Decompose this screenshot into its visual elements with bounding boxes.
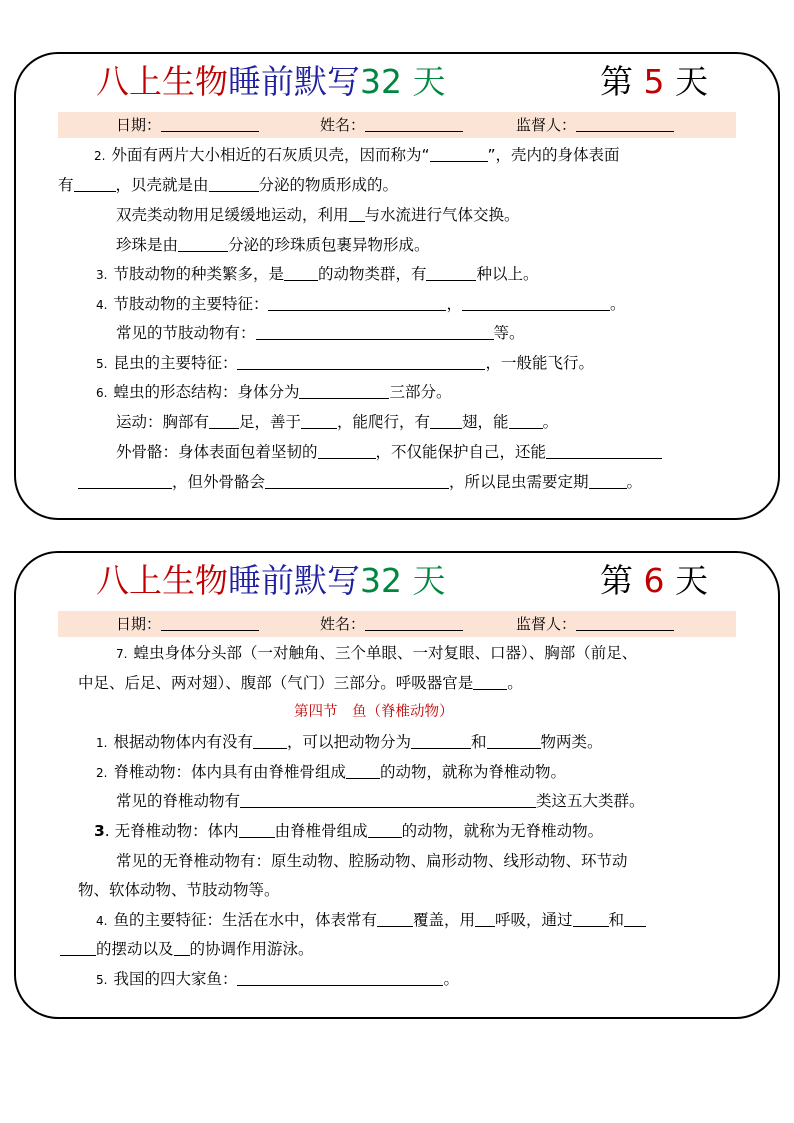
supervisor-blank[interactable] [576, 614, 674, 631]
supervisor-blank[interactable] [576, 115, 674, 132]
day-label [600, 60, 708, 104]
question-line [116, 204, 520, 226]
answer-blank[interactable] [430, 145, 488, 162]
question-text: 节肢动物的种类繁多，是 [113, 265, 284, 283]
answer-blank[interactable] [546, 442, 662, 459]
worksheet-card-day5 [14, 52, 780, 520]
question-text: 由脊椎骨组成 [274, 822, 368, 840]
answer-blank[interactable] [78, 472, 172, 489]
answer-blank[interactable] [174, 939, 190, 956]
question-line [116, 441, 662, 463]
question-number: 7. [116, 647, 128, 661]
info-bar [58, 611, 736, 637]
day-suffix: 天 [664, 62, 708, 101]
name-blank[interactable] [365, 115, 463, 132]
question-text: 的摆动以及 [96, 940, 174, 958]
title-part-task: 睡前默写 [228, 62, 360, 101]
question-text: 蝗虫身体分头部（一对触角、三个单眼、一对复眼、口器）、胸部（前足、 [133, 644, 638, 662]
question-text: 双壳类动物用足缓缓地运动，利用 [116, 206, 349, 224]
question-text: 和 [470, 733, 487, 751]
question-line [116, 234, 430, 256]
question-text: 根据动物体内有没有 [113, 733, 253, 751]
question-text: ， [446, 295, 462, 313]
question-number: 1. [96, 736, 108, 750]
question-text: ，可以把动物分为 [286, 733, 411, 751]
answer-blank[interactable] [240, 791, 536, 808]
question-text: 等。 [493, 324, 525, 342]
question-text: 类这五大类群。 [536, 792, 645, 810]
answer-blank[interactable] [178, 235, 228, 252]
date-field [116, 611, 259, 637]
date-label: 日期： [116, 615, 162, 633]
answer-blank[interactable] [430, 412, 462, 429]
question-text: ，不仅能保护自己，还能 [375, 443, 547, 461]
question-text: 。 [443, 970, 459, 988]
section-heading: 第四节 鱼（脊椎动物） [294, 704, 454, 720]
question-line [60, 938, 314, 960]
answer-blank[interactable] [624, 910, 646, 927]
answer-blank[interactable] [253, 732, 287, 749]
question-text: 。 [542, 413, 559, 431]
question-line [96, 761, 566, 784]
question-text: 我国的四大家鱼： [113, 970, 238, 988]
day-prefix: 第 [600, 561, 644, 600]
question-text: 运动：胸部有 [116, 413, 210, 431]
answer-blank[interactable] [74, 175, 116, 192]
question-line [116, 850, 628, 872]
question-line [96, 293, 626, 316]
day-number: 5 [643, 62, 665, 101]
title-part-subject: 八上生物 [96, 62, 228, 101]
title-part-subject: 八上生物 [96, 561, 228, 600]
answer-blank[interactable] [237, 969, 443, 986]
answer-blank[interactable] [209, 175, 259, 192]
question-text: 覆盖，用 [412, 911, 475, 929]
answer-blank[interactable] [256, 323, 494, 340]
answer-blank[interactable] [60, 939, 96, 956]
question-number: 3 [94, 822, 105, 840]
answer-blank[interactable] [349, 205, 365, 222]
question-text: 足，善于 [239, 413, 302, 431]
answer-blank[interactable] [284, 264, 318, 281]
question-number: 6. [96, 386, 108, 400]
question-text: 的动物类群，有 [317, 265, 427, 283]
date-label: 日期： [116, 116, 162, 134]
answer-blank[interactable] [473, 673, 507, 690]
answer-blank[interactable] [462, 294, 610, 311]
question-line [96, 263, 539, 286]
question-line [78, 672, 523, 694]
question-number: 4. [96, 914, 108, 928]
question-text: 蝗虫的形态结构：身体分为 [113, 383, 300, 401]
question-text: 常见的脊椎动物有 [116, 792, 241, 810]
question-text: 昆虫的主要特征： [113, 354, 238, 372]
answer-blank[interactable] [487, 732, 541, 749]
question-text: 。 [507, 674, 523, 692]
question-text: 脊椎动物：体内具有由脊椎骨组成 [113, 763, 346, 781]
question-text: 分泌的物质形成的。 [258, 176, 399, 194]
question-text: 的动物，就称为无脊椎动物。 [401, 822, 604, 840]
question-line [94, 144, 620, 167]
title-part-days: 32 天 [360, 62, 446, 101]
date-field [116, 112, 259, 138]
question-text: ，所以昆虫需要定期 [449, 473, 589, 491]
question-text: . 无脊椎动物：体内 [104, 822, 239, 840]
question-line [78, 471, 642, 493]
question-text: 种以上。 [476, 265, 539, 283]
question-text: 分泌的珍珠质包裹异物形成。 [228, 236, 430, 254]
question-text: ，但外骨骼会 [172, 473, 266, 491]
name-blank[interactable] [365, 614, 463, 631]
answer-blank[interactable] [346, 762, 380, 779]
question-text: 。 [626, 473, 643, 491]
answer-blank[interactable] [589, 472, 627, 489]
supervisor-field [516, 611, 674, 637]
info-bar [58, 112, 736, 138]
answer-blank[interactable] [411, 732, 471, 749]
question-text: 物两类。 [540, 733, 603, 751]
question-number: 5. [96, 973, 108, 987]
answer-blank[interactable] [239, 821, 275, 838]
question-line [78, 879, 280, 901]
question-text: 翅，能 [462, 413, 509, 431]
date-blank[interactable] [161, 115, 259, 132]
question-text: 与水流进行气体交换。 [364, 206, 520, 224]
question-line [116, 642, 637, 665]
name-field [320, 112, 463, 138]
supervisor-field [516, 112, 674, 138]
question-line [116, 790, 645, 812]
answer-blank[interactable] [209, 412, 239, 429]
question-text: 的协调作用游泳。 [189, 940, 314, 958]
question-text: 节肢动物的主要特征： [113, 295, 269, 313]
name-field [320, 611, 463, 637]
answer-blank[interactable] [426, 264, 476, 281]
question-line [96, 731, 603, 754]
answer-blank[interactable] [573, 910, 609, 927]
question-number: 3. [96, 268, 108, 282]
question-text: 中足、后足、两对翅）、腹部（气门）三部分。呼吸器官是 [78, 674, 474, 692]
title-part-task: 睡前默写 [228, 561, 360, 600]
question-line [116, 411, 558, 433]
answer-blank[interactable] [475, 910, 495, 927]
question-text: 有 [58, 176, 74, 194]
answer-blank[interactable] [318, 442, 376, 459]
supervisor-label: 监督人： [516, 116, 577, 134]
question-line [94, 820, 603, 842]
answer-blank[interactable] [299, 382, 389, 399]
card-title [96, 559, 445, 603]
answer-blank[interactable] [301, 412, 337, 429]
question-text: 常见的节肢动物有： [116, 324, 256, 342]
answer-blank[interactable] [268, 294, 446, 311]
question-text: ，能爬行，有 [337, 413, 431, 431]
date-blank[interactable] [161, 614, 259, 631]
card-title [96, 60, 445, 104]
question-line [116, 322, 525, 344]
worksheet-card-day6 [14, 551, 780, 1019]
question-line [96, 909, 646, 932]
question-text: 珍珠是由 [116, 236, 179, 254]
question-text: ，一般能飞行。 [485, 354, 594, 372]
question-line [96, 381, 451, 404]
question-text: 呼吸，通过 [494, 911, 573, 929]
question-number: 5. [96, 357, 108, 371]
question-text: 的动物，就称为脊椎动物。 [379, 763, 566, 781]
day-label [600, 559, 708, 603]
answer-blank[interactable] [237, 353, 485, 370]
name-label: 姓名： [320, 615, 366, 633]
question-line [58, 174, 398, 196]
question-text: 。 [609, 295, 626, 313]
name-label: 姓名： [320, 116, 366, 134]
question-number: 2. [94, 149, 106, 163]
question-text: ”，壳内的身体表面 [487, 146, 620, 164]
day-number: 6 [643, 561, 665, 600]
answer-blank[interactable] [265, 472, 449, 489]
question-text: 三部分。 [389, 383, 452, 401]
question-number: 4. [96, 298, 108, 312]
question-text: ，贝壳就是由 [115, 176, 209, 194]
answer-blank[interactable] [509, 412, 543, 429]
question-line [96, 968, 459, 991]
question-text: 物、软体动物、节肢动物等。 [78, 881, 280, 899]
question-text: 和 [608, 911, 625, 929]
answer-blank[interactable] [368, 821, 402, 838]
title-part-days: 32 天 [360, 561, 446, 600]
question-text: 外骨骼：身体表面包着坚韧的 [116, 443, 318, 461]
supervisor-label: 监督人： [516, 615, 577, 633]
question-number: 2. [96, 766, 108, 780]
answer-blank[interactable] [377, 910, 413, 927]
question-text: 外面有两片大小相近的石灰质贝壳，因而称为“ [111, 146, 430, 164]
question-text: 鱼的主要特征：生活在水中，体表常有 [113, 911, 377, 929]
question-text: 常见的无脊椎动物有：原生动物、腔肠动物、扁形动物、线形动物、环节动 [116, 852, 628, 870]
day-prefix: 第 [600, 62, 644, 101]
question-line [96, 352, 594, 375]
day-suffix: 天 [664, 561, 708, 600]
